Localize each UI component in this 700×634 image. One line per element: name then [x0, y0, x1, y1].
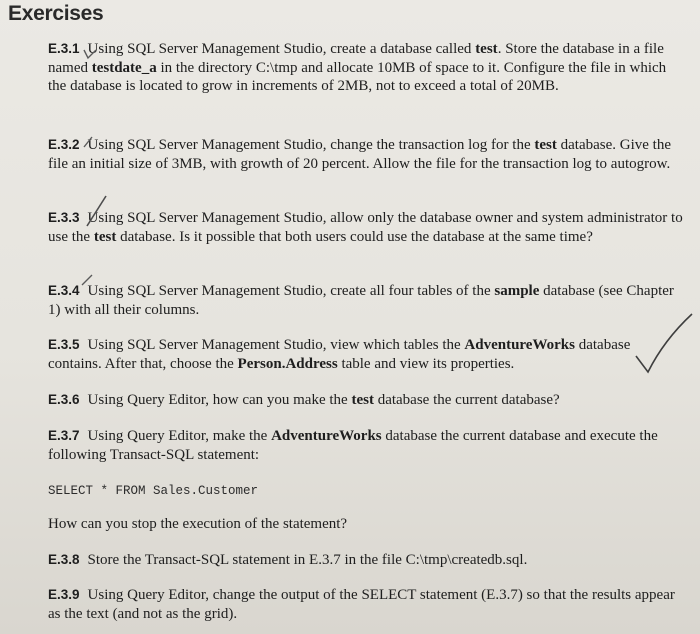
exercise-e31: [48, 40, 688, 96]
exercise-text-bold: test: [534, 137, 557, 153]
exercise-e37-question: [48, 515, 688, 534]
exercise-e39: [48, 586, 688, 623]
exercise-text: database the current database and execute the following Transact-SQL statement:: [48, 428, 658, 463]
exercise-number: E.3.3: [48, 210, 80, 225]
exercise-text-bold: sample: [494, 283, 540, 299]
exercise-text-bold: AdventureWorks: [271, 428, 382, 444]
exercise-text-bold: test: [351, 392, 374, 408]
exercise-text: database (see Chapter 1) with all their columns.: [48, 283, 674, 318]
exercise-text: Using Query Editor, make the: [87, 428, 272, 444]
exercise-e36: [48, 391, 688, 410]
exercise-text: Using SQL Server Management Studio, create all four tables of the: [87, 283, 495, 299]
exercise-text-bold: Person.Address: [237, 355, 338, 372]
exercise-text-bold: testdate_a: [91, 59, 157, 76]
exercise-text: Using SQL Server Management Studio, change the transaction log for the: [87, 137, 535, 153]
exercise-text: database contains. After that, choose the: [48, 337, 631, 372]
sql-statement: SELECT * FROM Sales.Customer: [48, 484, 259, 498]
exercise-number: E.3.9: [48, 587, 80, 602]
exercise-number: E.3.7: [48, 428, 80, 443]
exercise-text: in the directory C:\tmp and allocate 10MB of space to it. Configure the file in which the database is located to grow in increments of 2MB, not to exceed a total of 20MB.: [48, 59, 667, 94]
exercise-text: Using Query Editor, how can you make the: [87, 392, 352, 408]
pencil-check-icon: [636, 314, 692, 372]
exercise-number: E.3.2: [48, 137, 80, 152]
exercise-text: database. Give the file an initial size of 3MB, with growth of 20 percent. Allow the file for the transaction log to autogrow.: [48, 137, 671, 172]
exercise-text: Using SQL Server Management Studio, allow only the database owner and system administrator to use the: [48, 210, 683, 245]
exercise-number: E.3.5: [48, 337, 80, 352]
exercise-number: E.3.4: [48, 283, 80, 298]
exercise-text: database. Is it possible that both users could use the database at the same time?: [116, 228, 593, 245]
exercise-e38: [48, 551, 688, 570]
exercise-text: Using Query Editor, change the output of the SELECT statement (E.3.7) so that the results appear as the text (and not as the grid).: [48, 587, 675, 622]
exercise-text: table and view its properties.: [337, 355, 515, 372]
exercise-text: Store the Transact-SQL statement in E.3.7 in the file C:\tmp\createdb.sql.: [87, 552, 528, 568]
exercise-e32: [48, 136, 688, 173]
exercise-e37: [48, 427, 688, 464]
exercise-text-bold: AdventureWorks: [464, 337, 575, 353]
exercise-text: . Store the database in a file named: [48, 41, 664, 76]
exercise-number: E.3.1: [48, 41, 80, 56]
exercise-e34: [48, 282, 688, 319]
exercise-number: E.3.8: [48, 552, 80, 567]
page-heading: Exercises: [8, 2, 104, 25]
exercise-text-bold: test: [475, 41, 498, 57]
exercise-text: database the current database?: [373, 392, 560, 408]
exercise-text: Using SQL Server Management Studio, create a database called: [87, 41, 476, 57]
exercise-text: How can you stop the execution of the statement?: [48, 516, 348, 532]
exercise-text: Using SQL Server Management Studio, view which tables the: [87, 337, 465, 353]
exercise-e33: [48, 209, 688, 246]
exercise-text-bold: test: [93, 228, 117, 245]
exercise-number: E.3.6: [48, 392, 80, 407]
exercise-e35: [48, 336, 638, 373]
